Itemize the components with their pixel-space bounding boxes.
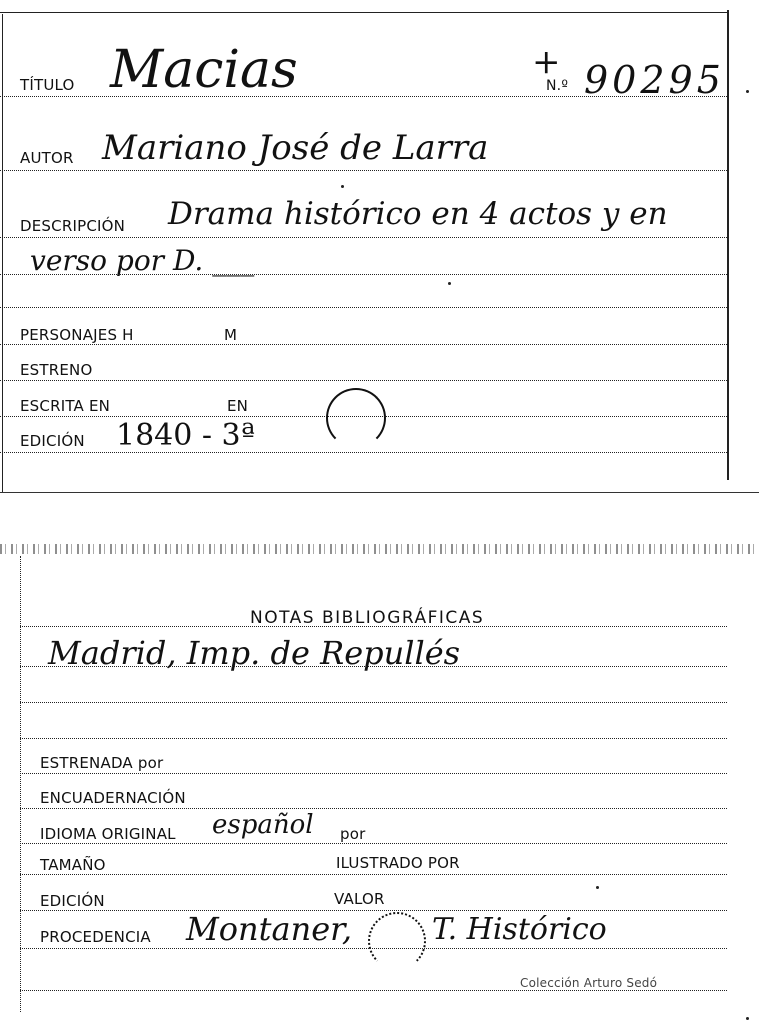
autor-value: Mariano José de Larra (102, 128, 489, 168)
edicion-value: 1840 - 3ª (116, 418, 255, 453)
ink-speck (746, 1017, 749, 1020)
estrenada-label: ESTRENADA por (40, 754, 164, 772)
personajes-m-label: M (224, 326, 238, 344)
titulo-label: TÍTULO (20, 76, 75, 94)
personajes-label: PERSONAJES H (20, 326, 134, 344)
notas-line-2 (20, 666, 727, 667)
valor-label: VALOR (334, 890, 385, 908)
descripcion-line-1: Drama histórico en 4 actos y en (168, 196, 668, 232)
ink-speck (596, 886, 599, 889)
idioma-label: IDIOMA ORIGINAL (40, 825, 176, 843)
descripcion-line-2: verso por D. ___ (30, 244, 255, 277)
notas-line-4 (20, 738, 727, 739)
ink-speck (746, 90, 749, 93)
en-label: EN (227, 397, 249, 415)
edicion-back-line (20, 910, 727, 911)
circular-stamp-mark (368, 912, 426, 970)
catalog-card-front (0, 0, 759, 492)
escrita-en-label: ESCRITA EN (20, 397, 111, 415)
idioma-value: español (212, 810, 314, 840)
estreno-label: ESTRENO (20, 361, 93, 379)
descripcion-line-b (0, 274, 727, 275)
edicion-line (0, 452, 727, 453)
tamano-line (20, 874, 727, 875)
ilustrado-label: ILUSTRADO POR (336, 854, 460, 872)
numero-value: 90295 (584, 58, 725, 102)
ink-speck (448, 282, 451, 285)
card-right-border (727, 10, 729, 480)
numero-label: N.º (546, 78, 569, 94)
estreno-line (0, 380, 727, 381)
collection-stamp: Colección Arturo Sedó (520, 976, 658, 990)
notas-value: Madrid, Imp. de Repullés (48, 634, 461, 672)
notas-line-3 (20, 702, 727, 703)
notas-line-1 (20, 626, 727, 627)
descripcion-line-a (0, 237, 727, 238)
descripcion-line-c (0, 307, 727, 308)
idioma-line (20, 843, 727, 844)
procedencia-value: Montaner, (186, 910, 353, 948)
edicion-label: EDICIÓN (20, 432, 85, 450)
bottom-line (20, 990, 727, 991)
catalog-card-back (0, 492, 759, 1028)
procedencia-label: PROCEDENCIA (40, 928, 151, 946)
encuadernacion-line (20, 808, 727, 809)
back-left-border (20, 556, 21, 1012)
card-left-border (2, 14, 3, 492)
procedencia-line (20, 948, 727, 949)
autor-label: AUTOR (20, 149, 74, 167)
personajes-line (0, 344, 727, 345)
top-border (0, 12, 727, 13)
descripcion-label: DESCRIPCIÓN (20, 217, 126, 235)
titulo-value: Macias (110, 40, 298, 100)
encuadernacion-label: ENCUADERNACIÓN (40, 789, 186, 807)
estrenada-line (20, 773, 727, 774)
cross-mark: + (532, 42, 561, 82)
notas-title: NOTAS BIBLIOGRÁFICAS (250, 608, 485, 628)
tamano-label: TAMAÑO (40, 856, 106, 874)
procedencia-value-2: T. Histórico (432, 912, 607, 947)
idioma-por-label: por (340, 825, 366, 843)
ink-speck (341, 185, 344, 188)
autor-line (0, 170, 727, 171)
back-edicion-label: EDICIÓN (40, 892, 105, 910)
circular-stamp-mark (326, 388, 386, 448)
titulo-line (0, 96, 727, 97)
